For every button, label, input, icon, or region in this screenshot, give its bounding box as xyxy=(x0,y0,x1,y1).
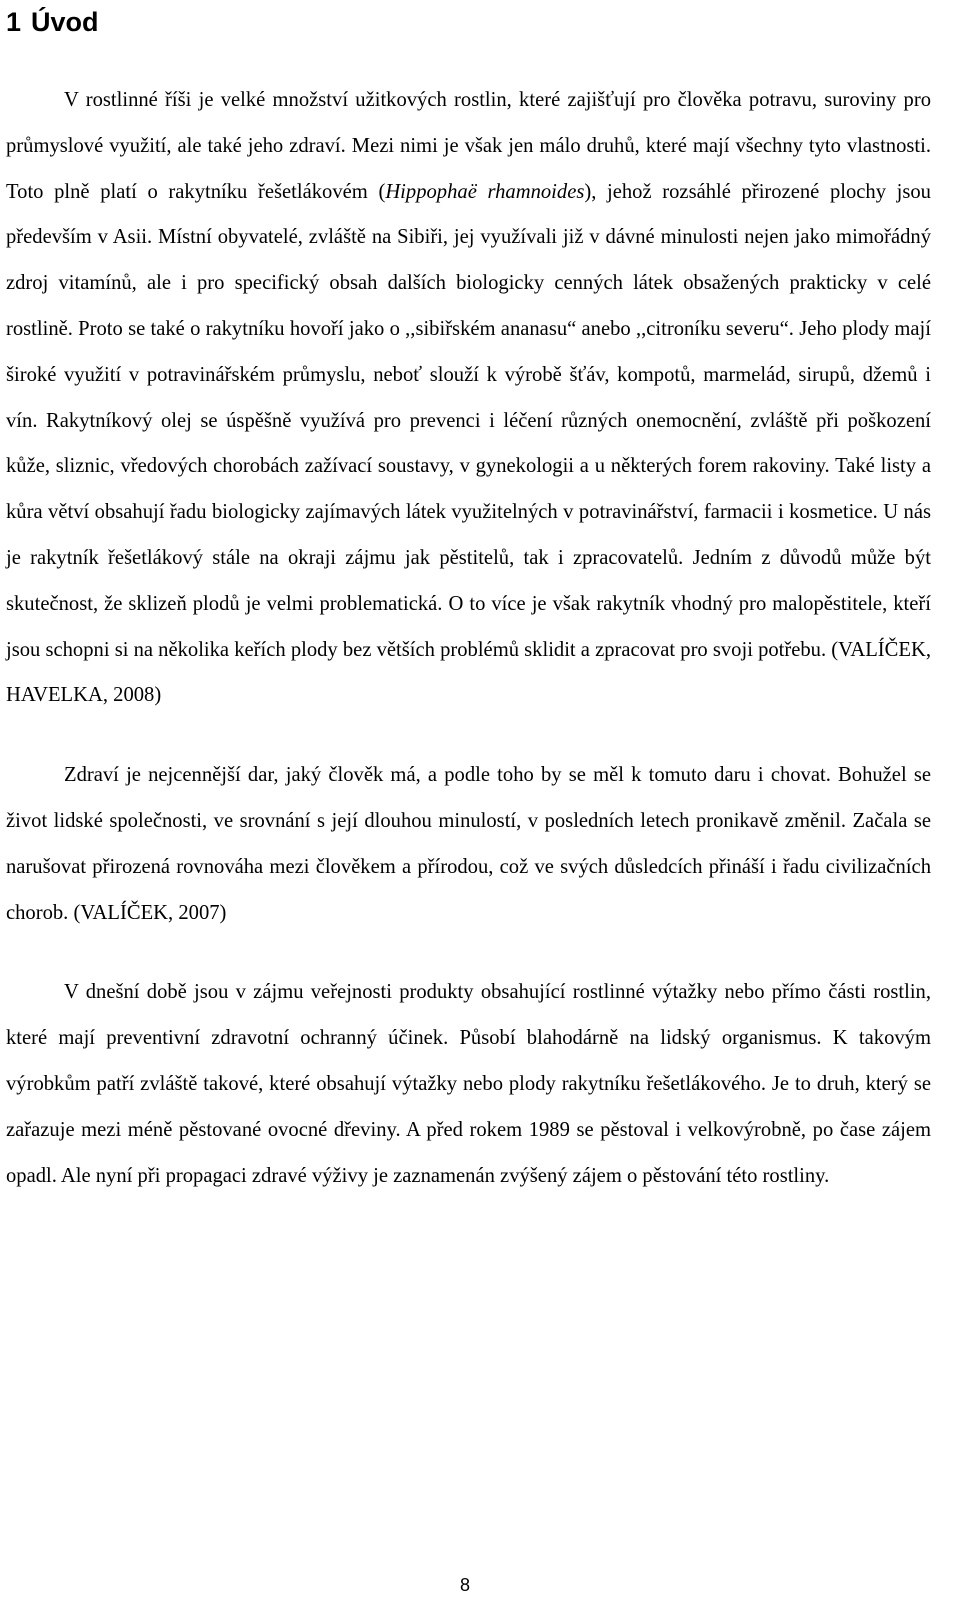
species-latin-name: Hippophaë rhamnoides xyxy=(385,180,585,203)
page-number: 8 xyxy=(459,1575,470,1595)
document-page xyxy=(6,0,931,1199)
paragraph-intro xyxy=(6,78,931,719)
section-number: 1 xyxy=(6,7,22,37)
paragraph-products: V dnešní době jsou v zájmu veřejnosti produkty obsahující rostlinné výtažky nebo přímo části rostlin, které mají preventivní zdravotní ochranný účinek. Působí blahodárně na lidský organismus. K takovým výrobkům patří zvláště takové, které obsahují výtažky nebo plody rakytníku řešetlákového. Je to druh, který se zařazuje mezi méně pěstované ovocné dřeviny. A před rokem 1989 se pěstoval i velkovýrobně, po čase zájem opadl. Ale nyní při propagaci zdravé výživy je zaznamenán zvýšený zájem o pěstování této rostliny. xyxy=(6,981,931,1187)
section-title: Úvod xyxy=(31,7,99,37)
paragraph-intro-text-before: V rostlinné říši je velké množství užitkových rostlin, které zajišťují pro člověka potravu, suroviny pro průmyslové využití, ale také jeho zdraví. Mezi nimi je však jen málo druhů, které mají všechny tyto vlastnosti. Toto plně platí o rakytníku řešetlákovém ( xyxy=(6,89,931,203)
section-heading xyxy=(6,6,931,38)
paragraph-health: Zdraví je nejcennější dar, jaký člověk má, a podle toho by se měl k tomuto daru i chovat. Bohužel se život lidské společnosti, ve srovnání s její dlouhou minulostí, v posledních letech pronikavě změnil. Začala se narušovat přirozená rovnováha mezi člověkem a přírodou, což ve svých důsledcích přináší i řadu civilizačních chorob. (VALÍČEK, 2007) xyxy=(6,764,931,924)
paragraph-intro-text-after: ), jehož rozsáhlé přirozené plochy jsou především v Asii. Místní obyvatelé, zvláště na Sibiři, jej využívali již v dávné minulosti nejen jako mimořádný zdroj vitamínů, ale i pro specifický obsah dalších biologicky cenných látek obsažených prakticky v celé rostlině. Proto se také o rakytníku hovoří jako o ,,sibiřském ananasu“ anebo ,,citroníku severu“. Jeho plody mají široké využití v potravinářském průmyslu, neboť slouží k výrobě šťáv, kompotů, marmelád, sirupů, džemů i vín. Rakytníkový olej se úspěšně využívá pro prevenci i léčení různých onemocnění, zvláště při poškození kůže, sliznic, vředových chorobách zažívací soustavy, v gynekologii a u některých forem rakoviny. Také listy a kůra větví obsahují řadu biologicky zajímavých látek využitelných v potravinářství, farmacii i kosmetice. U nás je rakytník řešetlákový stále na okraji zájmu jak pěstitelů, tak i zpracovatelů. Jedním z důvodů může být skutečnost, že sklizeň plodů je velmi problematická. O to více je však rakytník vhodný pro malopěstitele, kteří jsou schopni si na několika keřích plody bez větších problémů sklidit a zpracovat pro svoji potřebu. (VALÍČEK, HAVELKA, 2008) xyxy=(6,180,931,707)
